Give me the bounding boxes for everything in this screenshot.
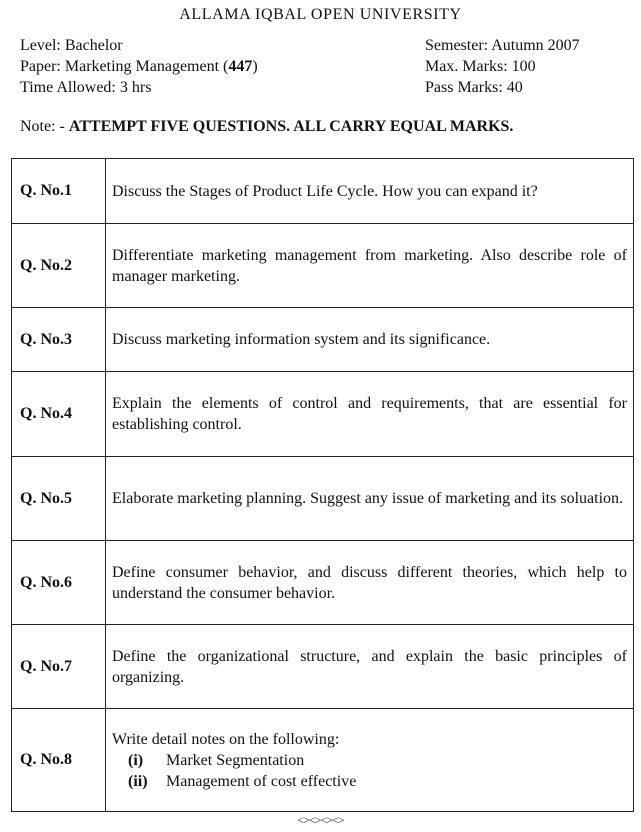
- exam-meta-left: [20, 35, 258, 98]
- paper-suffix: ): [252, 58, 258, 75]
- question-text: Explain the elements of control and requirements, that are essential for establishing control.: [106, 372, 634, 457]
- university-title: ALLAMA IQBAL OPEN UNIVERSITY: [179, 6, 462, 23]
- sub-item: [112, 771, 627, 792]
- time-line: Time Allowed: 3 hrs: [20, 79, 152, 96]
- question-row: [12, 541, 634, 625]
- exam-note: [20, 118, 513, 136]
- paper-line: [20, 56, 258, 77]
- note-text: ATTEMPT FIVE QUESTIONS. ALL CARRY EQUAL MARKS.: [68, 118, 514, 135]
- question-text: Differentiate marketing management from marketing. Also describe role of manager marketing.: [106, 224, 634, 308]
- questions-table: [11, 158, 634, 812]
- question-row: [12, 308, 634, 372]
- question-number: Q. No.8: [12, 709, 106, 812]
- question-number: Q. No.1: [12, 159, 106, 224]
- sub-item: [112, 750, 627, 771]
- question-number: Q. No.2: [12, 224, 106, 308]
- sub-item-text: Market Segmentation: [166, 751, 305, 769]
- level-line: Level: Bachelor: [20, 37, 123, 54]
- max-marks-line: Max. Marks: 100: [425, 58, 536, 75]
- question-text: Discuss marketing information system and its significance.: [106, 308, 634, 372]
- end-marker: <><><><>: [297, 813, 344, 827]
- question-row: [12, 159, 634, 224]
- question-row: [12, 372, 634, 457]
- question-text: Elaborate marketing planning. Suggest any issue of marketing and its soluation.: [106, 457, 634, 541]
- question-row: [12, 457, 634, 541]
- question-number: Q. No.7: [12, 625, 106, 709]
- paper-code: 447: [228, 58, 253, 75]
- question-row: [12, 625, 634, 709]
- question-text: Discuss the Stages of Product Life Cycle. How you can expand it?: [106, 159, 634, 224]
- question-number: Q. No.5: [12, 457, 106, 541]
- exam-meta-right: [425, 35, 580, 98]
- question-row: [12, 709, 634, 812]
- question-text: Define the organizational structure, and explain the basic principles of organizing.: [106, 625, 634, 709]
- semester-line: Semester: Autumn 2007: [425, 37, 580, 54]
- sub-item-number: (ii): [128, 772, 148, 790]
- question-number: Q. No.6: [12, 541, 106, 625]
- paper-prefix: Paper: Marketing Management (: [20, 58, 229, 75]
- question-number: Q. No.4: [12, 372, 106, 457]
- question-intro: Write detail notes on the following:: [112, 730, 340, 748]
- question-number: Q. No.3: [12, 308, 106, 372]
- question-text: [106, 709, 634, 812]
- sub-item-text: Management of cost effective: [166, 772, 357, 790]
- pass-marks-line: Pass Marks: 40: [425, 79, 523, 96]
- note-label: Note: -: [20, 118, 69, 135]
- sub-item-number: (i): [128, 751, 144, 769]
- question-text: Define consumer behavior, and discuss different theories, which help to understand the consumer behavior.: [106, 541, 634, 625]
- question-row: [12, 224, 634, 308]
